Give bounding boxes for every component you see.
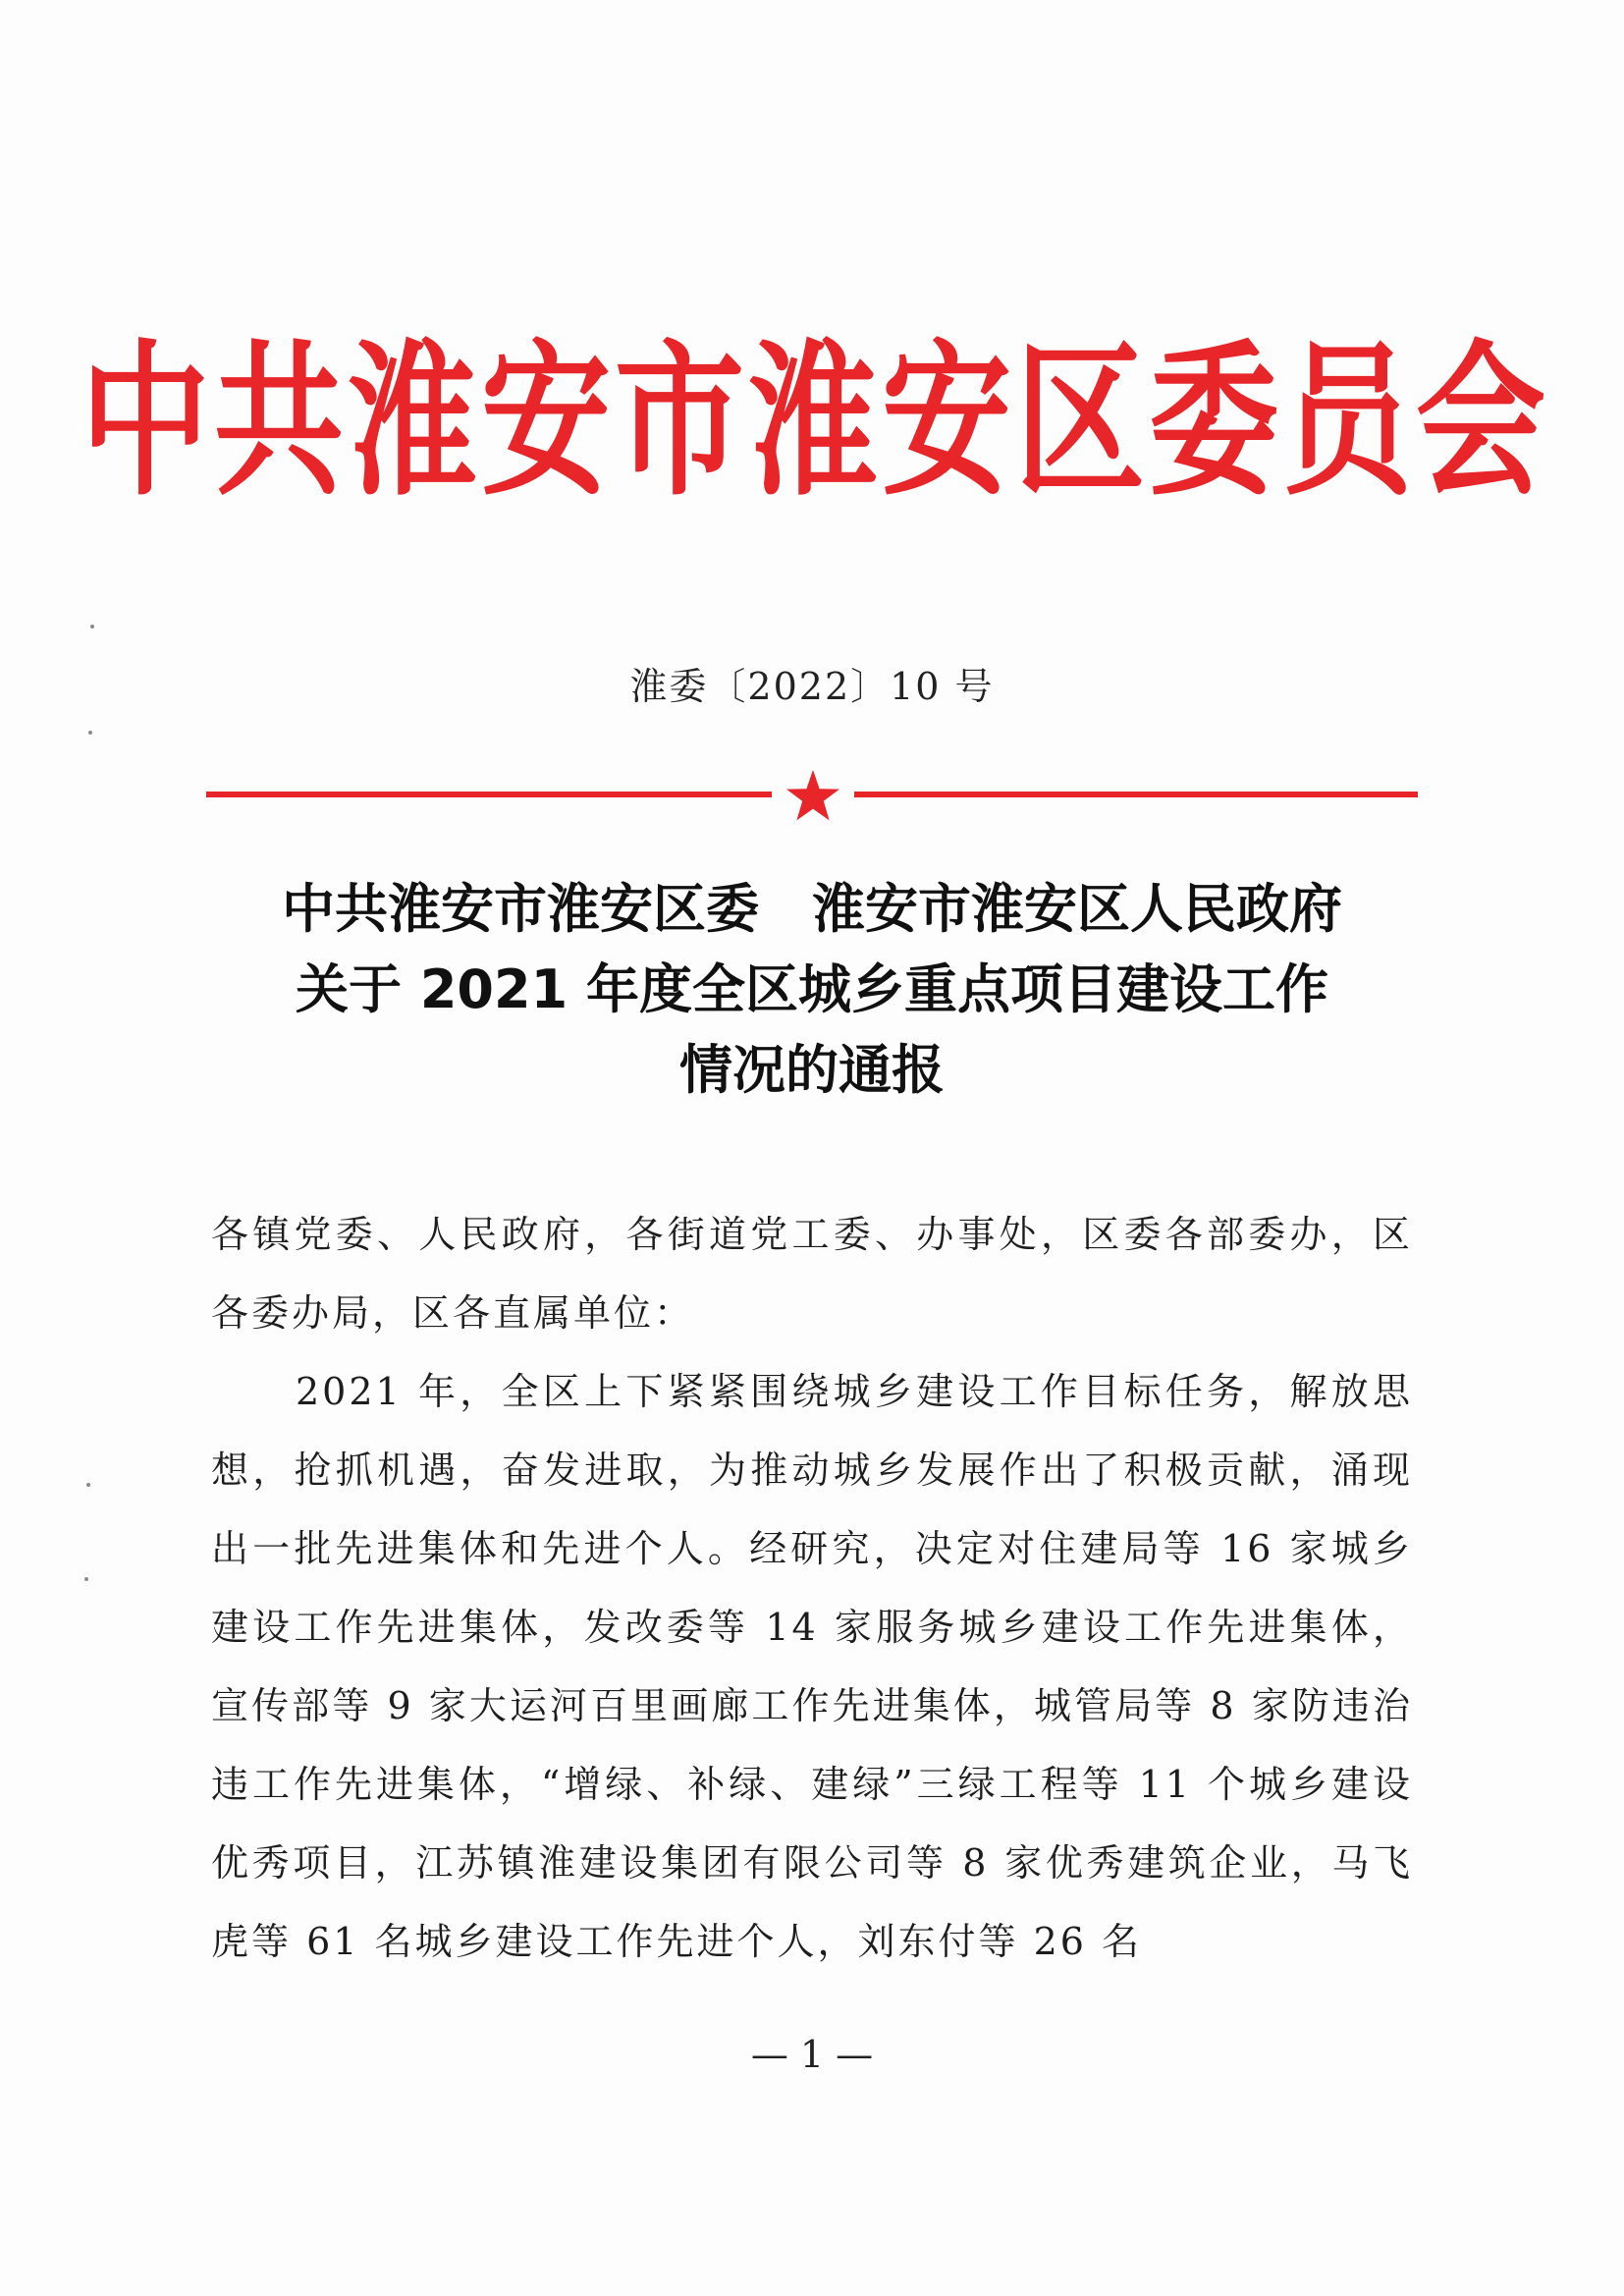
scan-speck	[90, 625, 94, 629]
document-number: 淮委〔2022〕10 号	[629, 665, 995, 708]
scan-speck	[86, 1483, 90, 1487]
masthead-title: 中共淮安市淮安区委员会	[81, 325, 1549, 519]
title-line: 情况的通报	[679, 1039, 945, 1101]
addressee-paragraph: 各镇党委、人民政府，各街道党工委、办事处，区委各部委办，区各委办局，区各直属单位：	[211, 1213, 1413, 1335]
body-paragraph: 2021 年，全区上下紧紧围绕城乡建设工作目标任务，解放思想，抢抓机遇，奋发进取，为推动城乡发展作出了积极贡献，涌现出一批先进集体和先进个人。经研究，决定对住建局等 16 家城乡建设工作先进集体，发改委等 14 家服务城乡建设工作先进集体，宣传部等 9 家大运河百里画廊工作先进集体，城管局等 8 家防违治违工作先进集体，“增绿、补绿、建绿”三绿工程等 11 个城乡建设优秀项目，江苏镇淮建设集团有限公司等 8 家优秀建筑企业，马飞虎等 61 名城乡建设工作先进个人，刘东付等 26 名	[211, 1370, 1413, 1963]
divider-line-left	[206, 792, 772, 797]
divider-line-right	[854, 792, 1418, 797]
masthead	[81, 324, 1549, 520]
star-icon	[785, 770, 840, 821]
document-body	[211, 1195, 1413, 1981]
document-title	[196, 869, 1428, 1111]
scan-speck	[88, 731, 92, 735]
red-divider	[206, 770, 1418, 821]
title-line: 关于 2021 年度全区城乡重点项目建设工作	[296, 958, 1328, 1020]
title-line: 中共淮安市淮安区委 淮安市淮安区人民政府	[282, 878, 1342, 940]
page-number: — 1 —	[750, 2033, 874, 2076]
scan-speck	[84, 1577, 88, 1581]
